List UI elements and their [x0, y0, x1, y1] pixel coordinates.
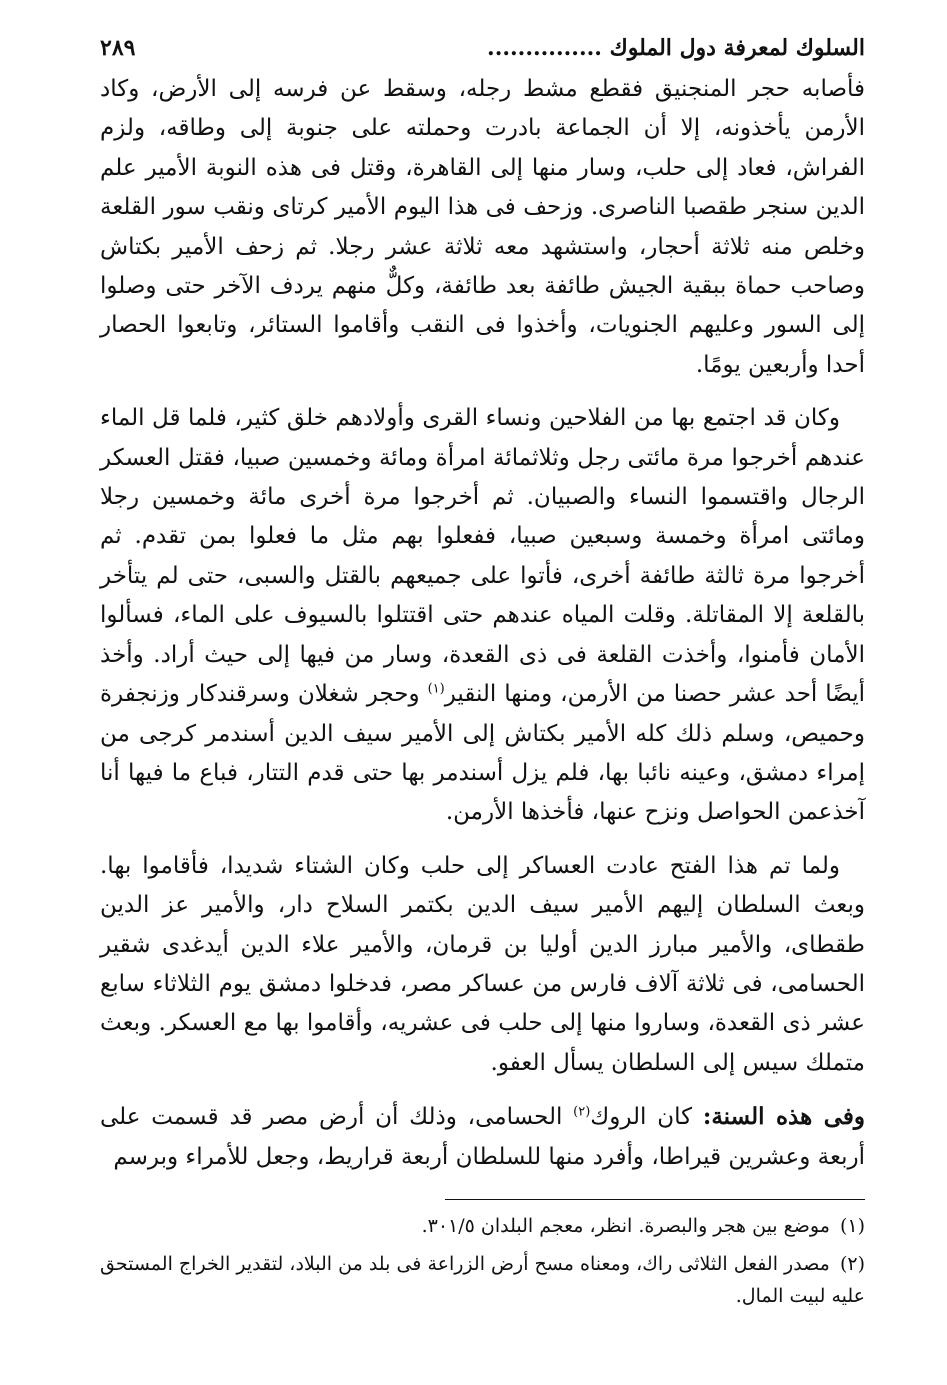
footnote-1	[100, 1210, 865, 1242]
paragraph-4	[100, 1097, 865, 1177]
footnote-2-text: مصدر الفعل الثلاثى راك، ومعناه مسح أرض الزراعة فى بلد من البلاد، لتقدير الخراج المستحق عليه لبيت المال.	[100, 1252, 865, 1307]
header-dots: ...............	[487, 35, 602, 61]
paragraph-2-part-1: وكان قد اجتمع بها من الفلاحين ونساء القرى وأولادهم خلق كثير، فلما قل الماء عندهم أخرجوا مرة مائتى رجل وثلاثمائة امرأة ومائة وخمسين صبيا، فقتل العسكر الرجال واقتسموا النساء والصبيان. ثم أخرجوا مرة أخرى مائة وخمسين رجلا ومائتى امرأة وخمسة وسبعين صبيا، ففعلوا بهم مثل ما فعلوا بمن تقدم. ثم أخرجوا مرة ثالثة طائفة أخرى، فأتوا على جميعهم بالقتل والسبى، حتى لم يتأخر بالقلعة إلا المقاتلة. وقلت المياه عندهم حتى اقتتلوا بالسيوف على الماء، فسألوا الأمان فأمنوا، وأخذت القلعة فى ذى القعدة، وسار من فيها إلى حيث أراد. وأخذ أيضًا أحد عشر حصنا من الأرمن، ومنها النقير	[100, 405, 865, 708]
paragraph-2	[100, 399, 865, 832]
footnote-2-number: (٢)	[839, 1252, 865, 1275]
footnote-ref-1: (١)	[427, 681, 445, 697]
paragraph-1: فأصابه حجر المنجنيق فقطع مشط رجله، وسقط عن فرسه إلى الأرض، وكاد الأرمن يأخذونه، إلا أن الجماعة بادرت وحملته على جنوبة إلى وطاقه، ولزم الفراش، فعاد إلى حلب، وسار منها إلى القاهرة، وقتل فى هذه النوبة الأمير علم الدين سنجر طقصبا الناصرى. وزحف فى هذا اليوم الأمير كرتاى ونقب سور القلعة وخلص منه ثلاثة أحجار، واستشهد معه ثلاثة عشر رجلا. ثم زحف الأمير بكتاش وصاحب حماة ببقية الجيش طائفة بعد طائفة، وكلٌّ منهم يردف الآخر حتى وصلوا إلى السور وعليهم الجنويات، وأخذوا فى النقب وأقاموا الستائر، وتابعوا الحصار أحدا وأربعين يومًا.	[100, 76, 865, 378]
running-header	[100, 30, 865, 70]
page-number: ٢٨٩	[100, 35, 136, 61]
paragraph-4-part-2: الحسامى، وذلك أن أرض مصر قد قسمت على أربعة وعشرين قيراطا، وأفرد منها للسلطان أربعة قراريط، وجعل للأمراء وبرسم	[100, 1104, 865, 1170]
header-title-row	[487, 30, 865, 66]
paragraph-3: ولما تم هذا الفتح عادت العساكر إلى حلب وكان الشتاء شديدا، فأقاموا بها. وبعث السلطان إليهم الأمير سيف الدين بكتمر السلاح دار، والأمير عز الدين طقطاى، والأمير مبارز الدين أوليا بن قرمان، والأمير علاء الدين أيدغدى شقير الحسامى، فى ثلاثة آلاف فارس من عساكر مصر، فدخلوا دمشق يوم الثلاثاء سابع عشر ذى القعدة، وساروا منها إلى حلب فى عشريه، وأقاموا بها مع العسكر. وبعث متملك سيس إلى السلطان يسأل العفو.	[100, 852, 865, 1076]
book-title: السلوك لمعرفة دول الملوك	[609, 35, 865, 61]
footnote-ref-2: (٢)	[573, 1104, 591, 1120]
paragraph-4-part-1: كان الروك	[590, 1104, 703, 1131]
document-page	[100, 30, 865, 1318]
footnote-2	[100, 1248, 865, 1312]
paragraph-2-part-2: وحجر شغلان وسرقندكار وزنجفرة وحميص، وسلم ذلك كله الأمير بكتاش إلى الأمير سيف الدين أسندمر كرجى من إمراء دمشق، وعينه نائبا بها، فلم يزل أسندمر بها حتى قدم التتار، فباع ما فيها أنا آخذعمن الحواصل ونزح عنها، فأخذها الأرمن.	[100, 681, 865, 826]
footnotes	[100, 1210, 865, 1312]
footnote-1-text: موضع بين هجر والبصرة. انظر، معجم البلدان ٣٠١/٥.	[421, 1214, 830, 1237]
footnote-divider	[445, 1199, 865, 1200]
section-lead: وفى هذه السنة:	[702, 1103, 866, 1131]
footnote-1-number: (١)	[839, 1214, 865, 1237]
